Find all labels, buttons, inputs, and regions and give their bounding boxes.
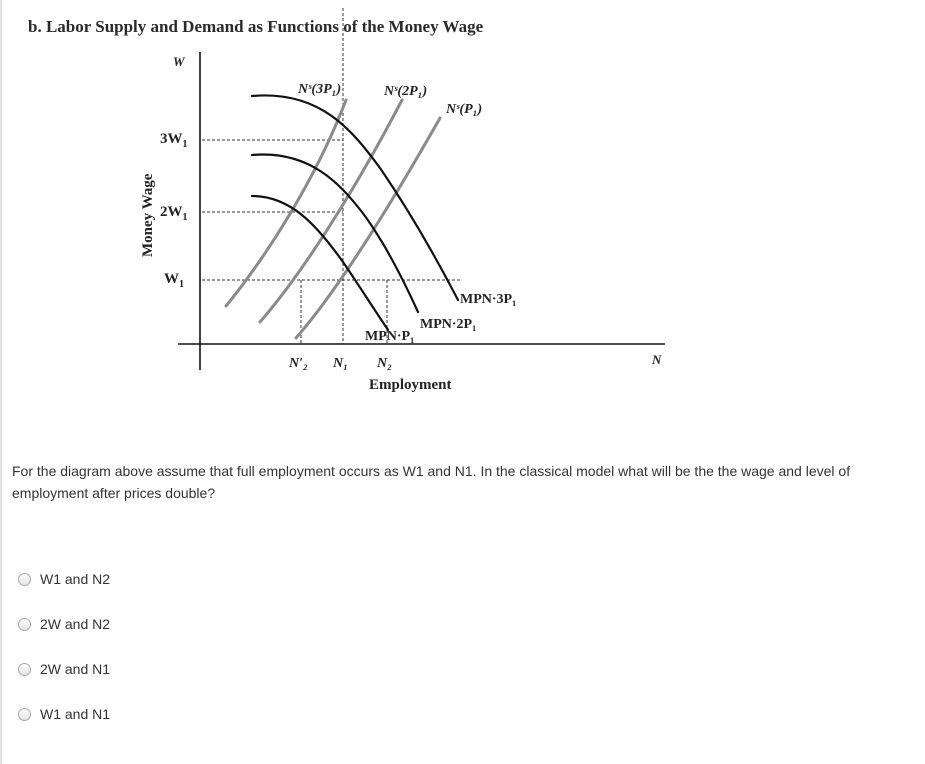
- radio-button-icon[interactable]: [18, 708, 31, 721]
- answer-option-label[interactable]: 2W and N1: [40, 661, 111, 677]
- y-axis-symbol: W: [173, 54, 185, 69]
- answer-option-label[interactable]: W1 and N1: [40, 706, 111, 722]
- figure-title: b. Labor Supply and Demand as Functions of the Money Wage: [28, 17, 484, 36]
- answer-option-1[interactable]: [18, 571, 110, 587]
- x-axis-label: Employment: [369, 377, 452, 393]
- demand-curve-3p1: [252, 95, 458, 300]
- y-axis-label: Money Wage: [140, 173, 156, 257]
- supply-curves: [226, 100, 440, 338]
- radio-button-icon[interactable]: [18, 663, 31, 676]
- tick-n1: N₁: [333, 356, 348, 371]
- supply-curve-3p1: [226, 100, 346, 306]
- demand-label-3p1: MPN·3P₁: [460, 292, 517, 307]
- answer-option-label[interactable]: 2W and N2: [40, 616, 111, 632]
- radio-button-icon[interactable]: [18, 618, 31, 631]
- x-axis-symbol: N: [652, 352, 662, 367]
- answer-option-3[interactable]: [18, 661, 110, 677]
- demand-label-p1: MPN·P₁: [365, 329, 415, 344]
- tick-3w1: $3W_1$: [160, 131, 188, 150]
- answer-option-4[interactable]: [18, 706, 110, 722]
- answer-option-label[interactable]: W1 and N2: [40, 571, 111, 587]
- tick-n2prime: N′₂: [289, 356, 308, 371]
- answer-option-2[interactable]: [18, 616, 110, 632]
- radio-button-icon[interactable]: [18, 573, 31, 586]
- question-text: For the diagram above assume that full employment occurs as W1 and N1. In the classical model what will be the the wage and level of employment after prices double?: [12, 463, 851, 501]
- tick-2w1: $2W_1$: [160, 204, 188, 223]
- tick-n2: N₂: [377, 356, 392, 371]
- demand-label-2p1: MPN·2P₁: [420, 317, 477, 332]
- supply-label-p1: Nˢ(P₁): [446, 102, 483, 117]
- tick-w1: $W_1$: [164, 271, 184, 290]
- supply-label-2p1: Nˢ(2P₁): [384, 84, 428, 99]
- supply-label-3p1: Nˢ(3P₁): [298, 82, 342, 97]
